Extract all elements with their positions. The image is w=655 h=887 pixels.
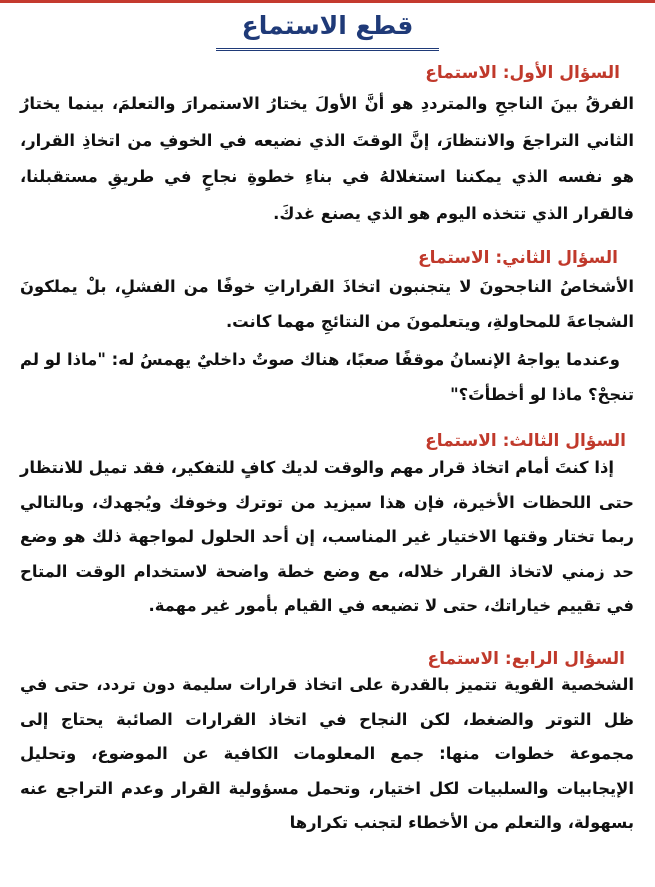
section-2-paragraph-1: الأشخاصُ الناجحونَ لا يتجنبون اتخاذَ القراراتِ خوفًا من الفشلِ، بلْ يملكونَ الشجاعةَ للمحاولةِ، ويتعلمونَ من النتائجِ مهما كانت. — [20, 277, 634, 331]
section-3-paragraph: إذا كنتَ أمام اتخاذ قرار مهم والوقت لديك كافٍ للتفكير، فقد تميل للانتظار حتى اللحظات الأخيرة، فإن هذا سيزيد من توترك وخوفك ويُجهدك، وبالتالي ربما تختار وقتها الاختيار غير المناسب، إن أحد الحلول لمواجهة ذلك هو وضع حد زمني لاتخاذ القرار خلاله، مع وضع خطة واضحة لاستخدام الوقت المتاح في تقييم خياراتك، حتى لا تضيعه في القيام بأمور غير مهمة. — [20, 458, 634, 615]
section-3-heading: السؤال الثالث: الاستماع — [425, 431, 626, 451]
page-title: قطع الاستماع — [216, 8, 440, 51]
section-2-paragraph-2: وعندما يواجهُ الإنسانُ موقفًا صعبًا، هناك صوتٌ داخليٌ يهمسُ له: "ماذا لو لم تنجحْ؟ ماذا لو أخطأتَ؟" — [20, 350, 634, 404]
section-4-heading: السؤال الرابع: الاستماع — [427, 649, 625, 669]
section-1-paragraph: الفرقُ بينَ الناجحِ والمترددِ هو أنَّ الأولَ يختارُ الاستمرارَ والتعلمَ، بينما يختارُ الثاني التراجعَ والانتظارَ، إنَّ الوقتَ الذي نضيعه في الخوفِ من اتخاذِ القرار، هو نفسه الذي يمكننا استغلالهُ في بناءِ خطوةِ نجاحٍ في طريقِ مستقبلنا، فالقرار الذي تتخذه اليوم هو الذي يصنع غدكَ. — [20, 94, 634, 223]
top-border — [0, 0, 655, 3]
section-2-heading: السؤال الثاني: الاستماع — [417, 248, 618, 268]
title-block — [0, 8, 655, 51]
section-4-paragraph: الشخصية القوية تتميز بالقدرة على اتخاذ قرارات سليمة دون تردد، حتى في ظل التوتر والضغط، لكن النجاح في اتخاذ القرارات الصائبة يحتاج إلى مجموعة خطوات منها: جمع المعلومات الكافية عن الموضوع، وتحليل الإيجابيات والسلبيات لكل اختيار، وتحمل مسؤولية القرار وعدم التراجع عنه بسهولة، والتعلم من الأخطاء لتجنب تكرارها — [20, 675, 634, 832]
section-1-heading: السؤال الأول: الاستماع — [425, 63, 620, 83]
